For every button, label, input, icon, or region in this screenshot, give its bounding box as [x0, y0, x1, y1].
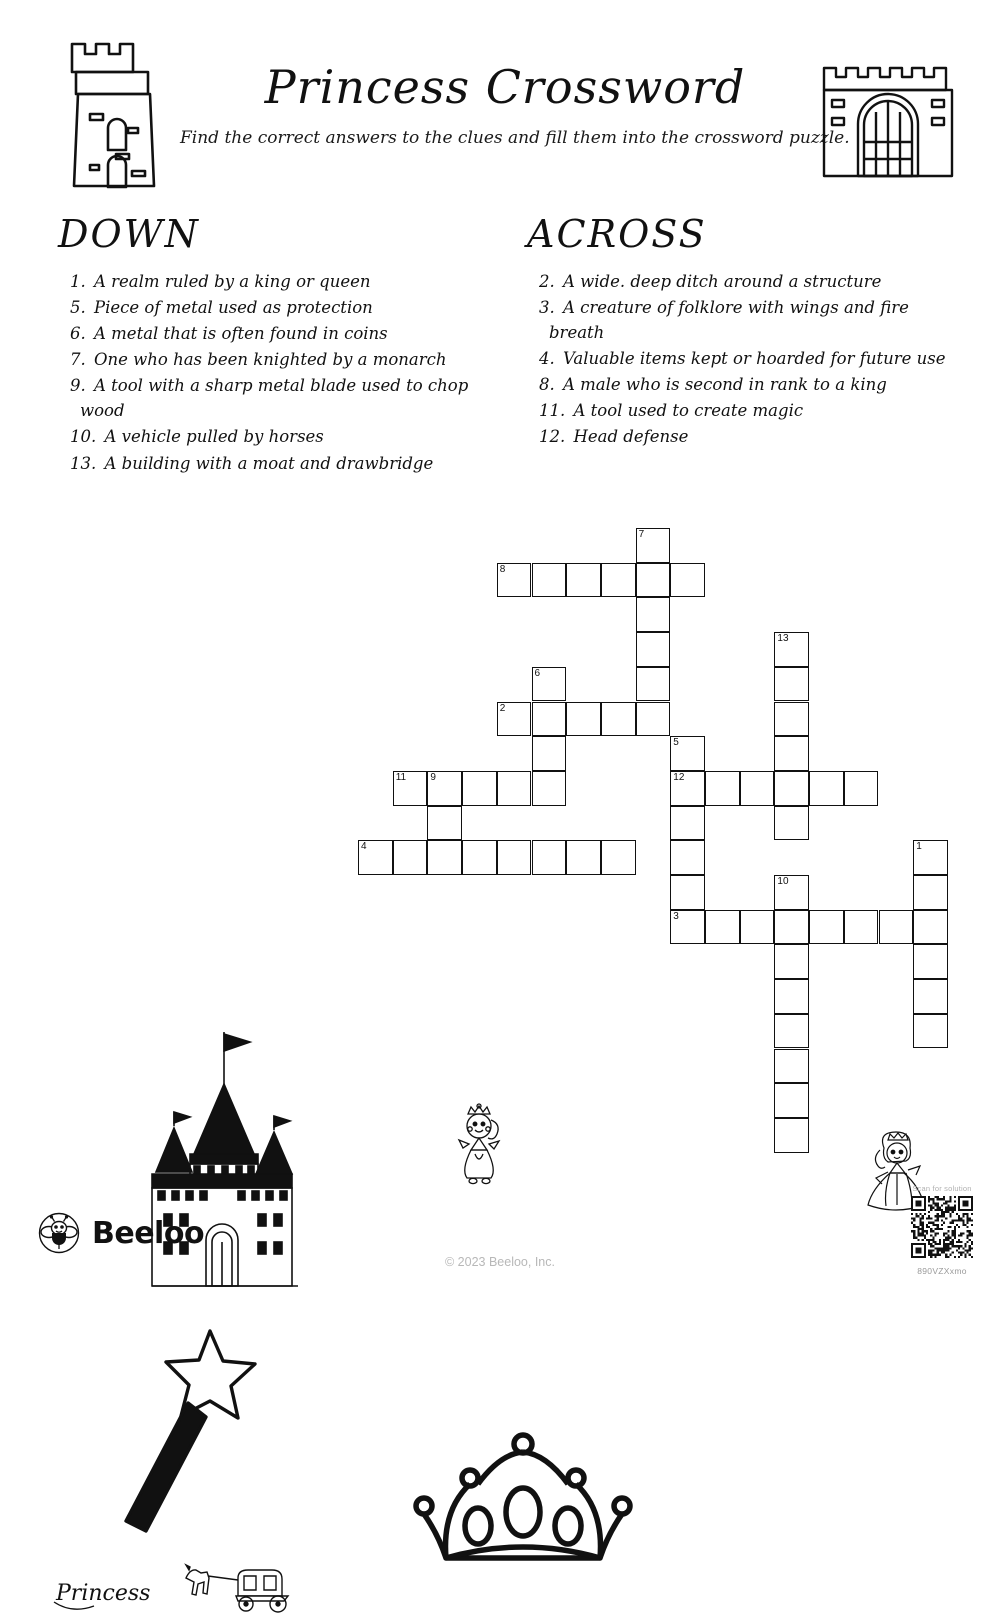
across-clue-list — [527, 269, 947, 450]
crossword-cell[interactable] — [844, 910, 879, 945]
crossword-cell[interactable] — [774, 1118, 809, 1153]
clue-text: Head defense — [568, 427, 689, 447]
clue-item — [527, 346, 947, 371]
clue-item — [58, 269, 508, 294]
crossword-grid[interactable] — [0, 500, 1000, 1160]
crossword-cell[interactable] — [636, 563, 671, 598]
crossword-cell[interactable] — [740, 771, 775, 806]
across-clues-column — [527, 212, 947, 451]
crossword-cell[interactable] — [670, 806, 705, 841]
crossword-cell-number: 12 — [673, 771, 685, 783]
crown-illustration — [408, 1430, 638, 1570]
crossword-cell[interactable] — [913, 840, 948, 875]
crossword-cell[interactable] — [636, 667, 671, 702]
down-heading: DOWN — [58, 212, 200, 256]
crossword-cell[interactable] — [462, 840, 497, 875]
crossword-cell[interactable] — [670, 875, 705, 910]
crossword-cell[interactable] — [774, 1083, 809, 1118]
qr-caption: Scan for solution — [912, 1184, 972, 1193]
crossword-cell[interactable] — [774, 1014, 809, 1049]
crossword-cell[interactable] — [636, 632, 671, 667]
crossword-cell-number: 11 — [395, 771, 407, 783]
crossword-cell[interactable] — [393, 771, 428, 806]
clue-item — [527, 424, 947, 449]
crossword-cell[interactable] — [358, 840, 393, 875]
crossword-cell[interactable] — [497, 563, 532, 598]
clue-number: 9. — [70, 376, 86, 396]
crossword-cell[interactable] — [636, 528, 671, 563]
copyright-text: © 2023 Beeloo, Inc. — [445, 1255, 555, 1269]
crossword-cell[interactable] — [774, 1049, 809, 1084]
clue-text: A wide. deep ditch around a structure — [557, 272, 882, 291]
crossword-cell[interactable] — [740, 910, 775, 945]
crossword-cell[interactable] — [462, 771, 497, 806]
crossword-cell[interactable] — [774, 910, 809, 945]
clue-section — [0, 212, 1000, 490]
crossword-cell[interactable] — [532, 736, 567, 771]
clue-text: A realm ruled by a king or queen — [88, 272, 371, 291]
clue-text: A creature of folklore with wings and fire breath — [549, 298, 909, 343]
svg-text:Princess: Princess — [56, 1581, 151, 1606]
clue-number: 7. — [70, 350, 86, 370]
clue-text: A metal that is often found in coins — [88, 324, 388, 344]
princess-wordmark — [52, 1572, 162, 1612]
crossword-cell[interactable] — [774, 632, 809, 667]
crossword-cell-number: 3 — [673, 910, 679, 922]
crossword-cell-number: 13 — [777, 633, 789, 645]
castle-gate-icon — [818, 62, 958, 182]
page-title: Princess Crossword — [264, 60, 746, 114]
crossword-cell[interactable] — [601, 840, 636, 875]
clue-number: 3. — [539, 298, 555, 318]
crossword-cell[interactable] — [774, 702, 809, 737]
crossword-cell[interactable] — [601, 702, 636, 737]
clue-item — [58, 451, 508, 476]
crossword-cell[interactable] — [879, 910, 914, 945]
clue-text: A male who is second in rank to a king — [557, 375, 887, 395]
crossword-cell[interactable] — [427, 771, 462, 806]
down-clue-list — [58, 269, 508, 476]
clue-item — [58, 373, 508, 423]
clue-number: 1. — [70, 272, 86, 291]
crossword-cell[interactable] — [566, 702, 601, 737]
crossword-cell[interactable] — [670, 736, 705, 771]
horse-carriage-illustration — [180, 1562, 298, 1614]
crossword-cell[interactable] — [774, 875, 809, 910]
clue-item — [527, 372, 947, 397]
title-block — [180, 60, 850, 148]
clue-item — [527, 295, 947, 345]
clue-text: One who has been knighted by a monarch — [88, 350, 447, 370]
qr-code[interactable] — [911, 1196, 973, 1258]
crossword-cell-number: 7 — [638, 529, 645, 540]
across-heading: ACROSS — [527, 212, 707, 256]
crossword-cell[interactable] — [913, 875, 948, 910]
page-footer — [0, 1160, 1000, 1294]
crossword-cell[interactable] — [670, 771, 705, 806]
crossword-cell[interactable] — [497, 771, 532, 806]
crossword-cell[interactable] — [601, 563, 636, 598]
crossword-cell[interactable] — [809, 910, 844, 945]
crossword-cell-number: 9 — [430, 771, 436, 783]
clue-number: 2. — [539, 272, 555, 291]
crossword-cell-number: 6 — [534, 667, 541, 679]
beeloo-logo — [38, 1212, 204, 1254]
crossword-cell[interactable] — [532, 563, 567, 598]
crossword-cell[interactable] — [670, 563, 705, 598]
down-clues-column — [58, 212, 508, 477]
magic-wand-illustration — [118, 1325, 293, 1535]
clue-item — [58, 424, 508, 449]
bee-logo-icon — [38, 1212, 80, 1254]
crossword-cell[interactable] — [636, 597, 671, 632]
crossword-cell-number: 4 — [361, 841, 367, 853]
crossword-cell-number: 5 — [673, 737, 679, 749]
crossword-cell[interactable] — [497, 840, 532, 875]
crossword-cell[interactable] — [532, 771, 567, 806]
crossword-cell[interactable] — [670, 910, 705, 945]
crossword-cell[interactable] — [705, 910, 740, 945]
crossword-cell[interactable] — [705, 771, 740, 806]
crossword-cell-number: 2 — [499, 702, 506, 714]
crossword-cell[interactable] — [566, 840, 601, 875]
crossword-cell[interactable] — [913, 910, 948, 945]
crossword-cell-number: 8 — [499, 563, 506, 575]
crossword-cell[interactable] — [532, 667, 567, 702]
page-header — [0, 0, 1000, 205]
crossword-cell[interactable] — [393, 840, 428, 875]
clue-text: A building with a moat and drawbridge — [99, 453, 434, 473]
clue-item — [58, 321, 508, 346]
crossword-cell[interactable] — [809, 771, 844, 806]
crossword-cell[interactable] — [427, 840, 462, 875]
crossword-cell[interactable] — [774, 771, 809, 806]
crossword-cell[interactable] — [670, 840, 705, 875]
clue-text: A tool used to create magic — [568, 401, 804, 421]
clue-item — [58, 347, 508, 372]
crossword-cell[interactable] — [427, 806, 462, 841]
crossword-cell[interactable] — [913, 1014, 948, 1049]
clue-text: A vehicle pulled by horses — [99, 427, 324, 447]
castle-tower-icon — [58, 32, 170, 197]
crossword-cell-number: 1 — [916, 841, 922, 853]
crossword-cell-number: 10 — [777, 876, 789, 887]
crossword-cell[interactable] — [774, 667, 809, 702]
clue-item — [58, 295, 508, 320]
clue-text: A tool with a sharp metal blade used to chop wood — [80, 376, 469, 421]
clue-number: 11. — [539, 401, 566, 421]
clue-number: 4. — [539, 349, 555, 369]
clue-number: 13. — [70, 453, 97, 473]
crossword-cell[interactable] — [774, 944, 809, 979]
clue-item — [527, 398, 947, 423]
crossword-cell[interactable] — [913, 944, 948, 979]
crossword-cell[interactable] — [566, 563, 601, 598]
clue-number: 6. — [70, 324, 86, 344]
crossword-cell[interactable] — [497, 702, 532, 737]
clue-number: 12. — [539, 427, 566, 447]
crossword-cell[interactable] — [532, 702, 567, 737]
page-subtitle: Find the correct answers to the clues and fill them into the crossword puzzle. — [180, 127, 850, 148]
qr-block — [905, 1184, 979, 1276]
clue-number: 8. — [539, 375, 555, 395]
crossword-cell[interactable] — [636, 702, 671, 737]
clue-number: 10. — [70, 427, 97, 447]
clue-item — [527, 269, 947, 294]
crossword-cell[interactable] — [774, 806, 809, 841]
clue-number: 5. — [70, 298, 86, 318]
clue-text: Piece of metal used as protection — [88, 298, 373, 318]
crossword-cell[interactable] — [774, 736, 809, 771]
beeloo-logo-text: Beeloo — [92, 1215, 205, 1251]
crossword-cell[interactable] — [844, 771, 879, 806]
crossword-cell[interactable] — [532, 840, 567, 875]
crossword-cell[interactable] — [913, 979, 948, 1014]
clue-text: Valuable items kept or hoarded for future use — [557, 349, 946, 369]
crossword-cell[interactable] — [774, 979, 809, 1014]
qr-id: 890VZXxmo — [917, 1266, 967, 1276]
